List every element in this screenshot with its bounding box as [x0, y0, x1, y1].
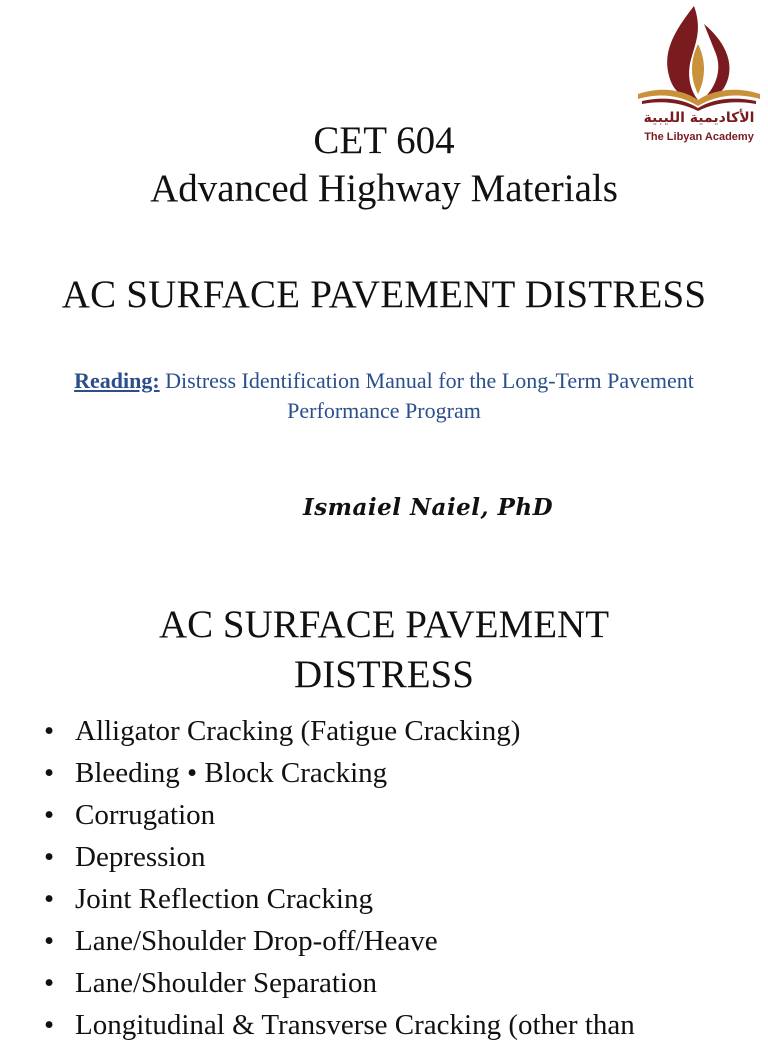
- bullet-icon: •: [44, 967, 55, 999]
- bullet-icon: •: [44, 799, 55, 831]
- reading-note: [40, 366, 728, 426]
- list-item-text: Lane/Shoulder Separation: [75, 967, 377, 999]
- list-item: [44, 1004, 635, 1046]
- list-item-text: Joint Reflection Cracking: [75, 883, 373, 915]
- logo-english-name: The Libyan Academy: [644, 131, 754, 143]
- list-item: [44, 962, 635, 1004]
- course-code: CET 604: [313, 119, 455, 162]
- distress-list: [44, 710, 635, 1046]
- slide-2-title: [0, 600, 768, 700]
- list-item-text: Alligator Cracking (Fatigue Cracking): [75, 715, 521, 747]
- bullet-icon: •: [44, 925, 55, 957]
- bullet-icon: •: [44, 715, 55, 747]
- reading-text: Distress Identification Manual for the Long-Term Pavement Performance Program: [165, 368, 694, 423]
- list-item-text: Depression: [75, 841, 206, 873]
- list-item: [44, 920, 635, 962]
- logo-arabic-name: الأكاديمية الليبية: [643, 110, 755, 126]
- bullet-icon: •: [44, 883, 55, 915]
- list-item: [44, 878, 635, 920]
- slide-2-title-line-2: DISTRESS: [294, 653, 474, 696]
- list-item-text: Corrugation: [75, 799, 216, 831]
- bullet-icon: •: [44, 1009, 55, 1041]
- list-item-text: Bleeding • Block Cracking: [75, 757, 388, 789]
- list-item: [44, 710, 635, 752]
- list-item-text: Lane/Shoulder Drop-off/Heave: [75, 925, 438, 957]
- bullet-icon: •: [44, 841, 55, 873]
- author-name: Ismaiel Naiel, PhD: [302, 494, 554, 521]
- bullet-icon: •: [44, 757, 55, 789]
- topic-title: AC SURFACE PAVEMENT DISTRESS: [61, 273, 707, 316]
- list-item: [44, 752, 635, 794]
- list-item: [44, 836, 635, 878]
- reading-label: Reading:: [74, 368, 160, 393]
- list-item-text: Longitudinal & Transverse Cracking (other than: [75, 1009, 635, 1041]
- list-item: [44, 794, 635, 836]
- slide-2-title-line-1: AC SURFACE PAVEMENT: [158, 603, 610, 646]
- course-name: Advanced Highway Materials: [150, 167, 618, 210]
- academy-emblem-icon: [632, 4, 766, 114]
